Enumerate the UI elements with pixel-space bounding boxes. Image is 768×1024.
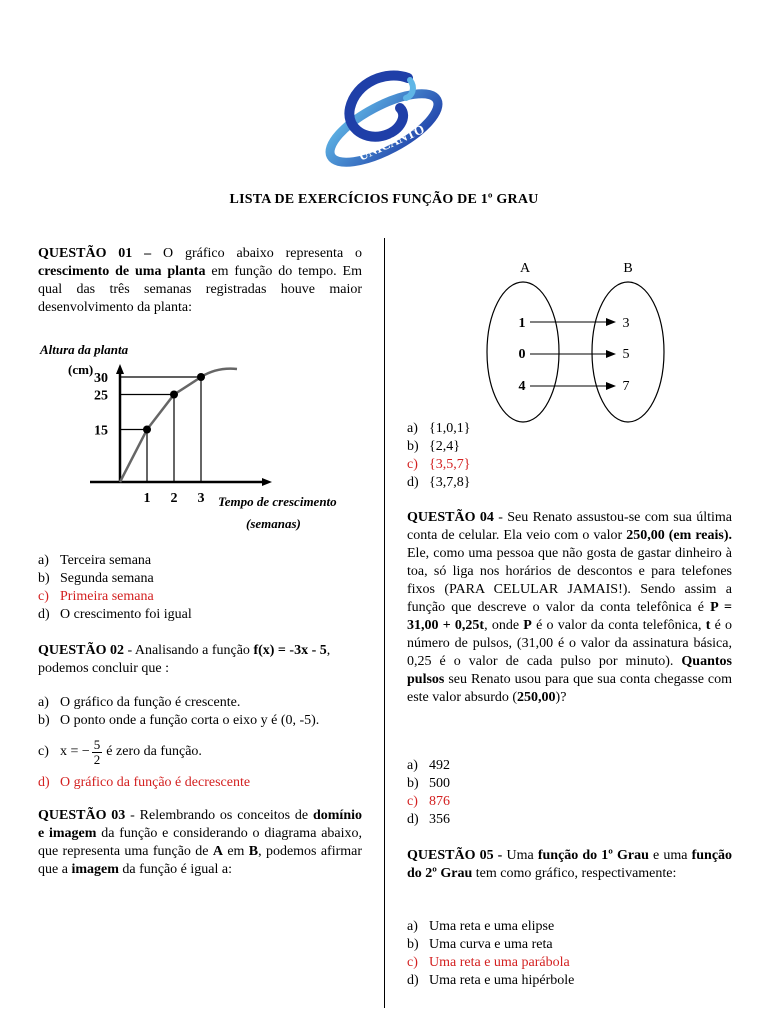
q4-options xyxy=(407,757,732,829)
chart-xlabel-1: Tempo de crescimento xyxy=(218,494,337,509)
set-a-item: 0 xyxy=(518,347,526,362)
option-a[interactable]: a) 492 xyxy=(407,758,450,773)
option-b[interactable]: b) 500 xyxy=(407,776,450,791)
page-title: LISTA DE EXERCÍCIOS FUNÇÃO DE 1º GRAU xyxy=(229,192,539,207)
chart-xlabel-2: (semanas) xyxy=(246,516,301,531)
option-b[interactable]: b) O ponto onde a função corta o eixo y é (0, -5). xyxy=(38,713,320,728)
q4-statement: QUESTÃO 04 - Seu Renato assustou-se com sua última conta de celular. Ela veio com o valor 250,00 (em reais). Ele, como uma pessoa que não gosta de gastar dinheiro à toa, só liga nos horários de descontos e para telefones fixos (PARA CELULAR JAMAIS!). Sendo assim a função que descreve o valor da conta telefônica é P = 31,00 + 0,25t, onde P é o valor da conta telefônica, t é o número de pulsos, (31,00 é o valor da assinatura básica, 0,25 é o valor de cada pulso por minuto). Quantos pulsos seu Renato usou para que sua conta chegasse com este valor absurdo (250,00)? xyxy=(407,510,733,705)
option-a[interactable]: a) Uma reta e uma elipse xyxy=(407,919,555,934)
column-divider xyxy=(384,238,385,1008)
option-a[interactable]: a) {1,0,1} xyxy=(407,421,471,436)
set-a-item: 4 xyxy=(518,379,526,394)
option-d[interactable]: d) 356 xyxy=(407,812,450,827)
option-c-answer[interactable]: c) {3,5,7} xyxy=(407,457,471,472)
option-b[interactable]: b) {2,4} xyxy=(407,439,460,454)
option-c[interactable]: c) x = − $\frac{5}{2}$ é zero da função. xyxy=(38,736,202,767)
growth-curve xyxy=(120,369,237,482)
x-tick-label: 3 xyxy=(197,491,205,506)
q2-statement: QUESTÃO 02 - Analisando a função f(x) = -3x - 5, podemos concluir que : xyxy=(38,643,331,676)
option-c-answer[interactable]: c) Primeira semana xyxy=(38,589,154,604)
set-a-item: 1 xyxy=(518,316,526,331)
unicanto-logo xyxy=(316,68,452,174)
set-b-label: B xyxy=(623,261,633,276)
option-b[interactable]: b) Uma curva e uma reta xyxy=(407,937,553,952)
option-d[interactable]: d) {3,7,8} xyxy=(407,475,471,490)
q1-statement: QUESTÃO 01 – O gráfico abaixo representa o crescimento de uma planta em função do tempo. Em qual das três semanas registradas houve maior desenvolvimento da planta: xyxy=(38,246,363,315)
q1-chart xyxy=(36,330,346,540)
q3-diagram xyxy=(478,248,698,428)
y-tick-label: 30 xyxy=(94,371,108,386)
data-point xyxy=(143,426,151,434)
y-tick-label: 25 xyxy=(94,388,108,404)
option-d[interactable]: d) O crescimento foi igual xyxy=(38,607,192,622)
set-a-label: A xyxy=(519,261,531,276)
set-b-item: 3 xyxy=(622,316,630,331)
q1-options xyxy=(38,552,362,624)
option-a[interactable]: a) O gráfico da função é crescente. xyxy=(38,695,241,710)
x-tick-label: 2 xyxy=(170,491,178,506)
option-d-answer[interactable]: d) O gráfico da função é decrescente xyxy=(38,775,251,790)
data-point xyxy=(170,391,178,399)
set-b-item: 5 xyxy=(622,347,630,362)
fraction: $\frac{5}{2}$ xyxy=(93,736,101,767)
q2-options xyxy=(38,694,362,792)
q3-statement: QUESTÃO 03 - Relembrando os conceitos de domínio e imagem da função e considerando o diagrama abaixo, que representa uma função de A em B, podemos afirmar que a imagem da função é igual a: xyxy=(38,808,363,877)
option-a[interactable]: a) Terceira semana xyxy=(38,553,152,568)
logo-text: UNICANTO xyxy=(355,121,427,164)
set-b-item: 7 xyxy=(622,379,630,394)
y-tick-label: 15 xyxy=(94,423,108,439)
chart-ylabel-1: Altura da planta xyxy=(40,342,129,357)
q5-options xyxy=(407,918,732,990)
q3-options xyxy=(407,420,732,492)
q5-statement: QUESTÃO 05 - Uma função do 1º Grau e uma função do 2º Grau tem como gráfico, respectivamente: xyxy=(407,848,733,881)
chart-ylabel-2: (cm) xyxy=(68,362,94,377)
option-c-answer[interactable]: c) 876 xyxy=(407,794,450,809)
data-point xyxy=(197,373,205,381)
option-b[interactable]: b) Segunda semana xyxy=(38,571,154,586)
x-tick-label: 1 xyxy=(143,491,151,506)
option-c-answer[interactable]: c) Uma reta e uma parábola xyxy=(407,955,570,970)
option-d[interactable]: d) Uma reta e uma hipérbole xyxy=(407,973,575,988)
